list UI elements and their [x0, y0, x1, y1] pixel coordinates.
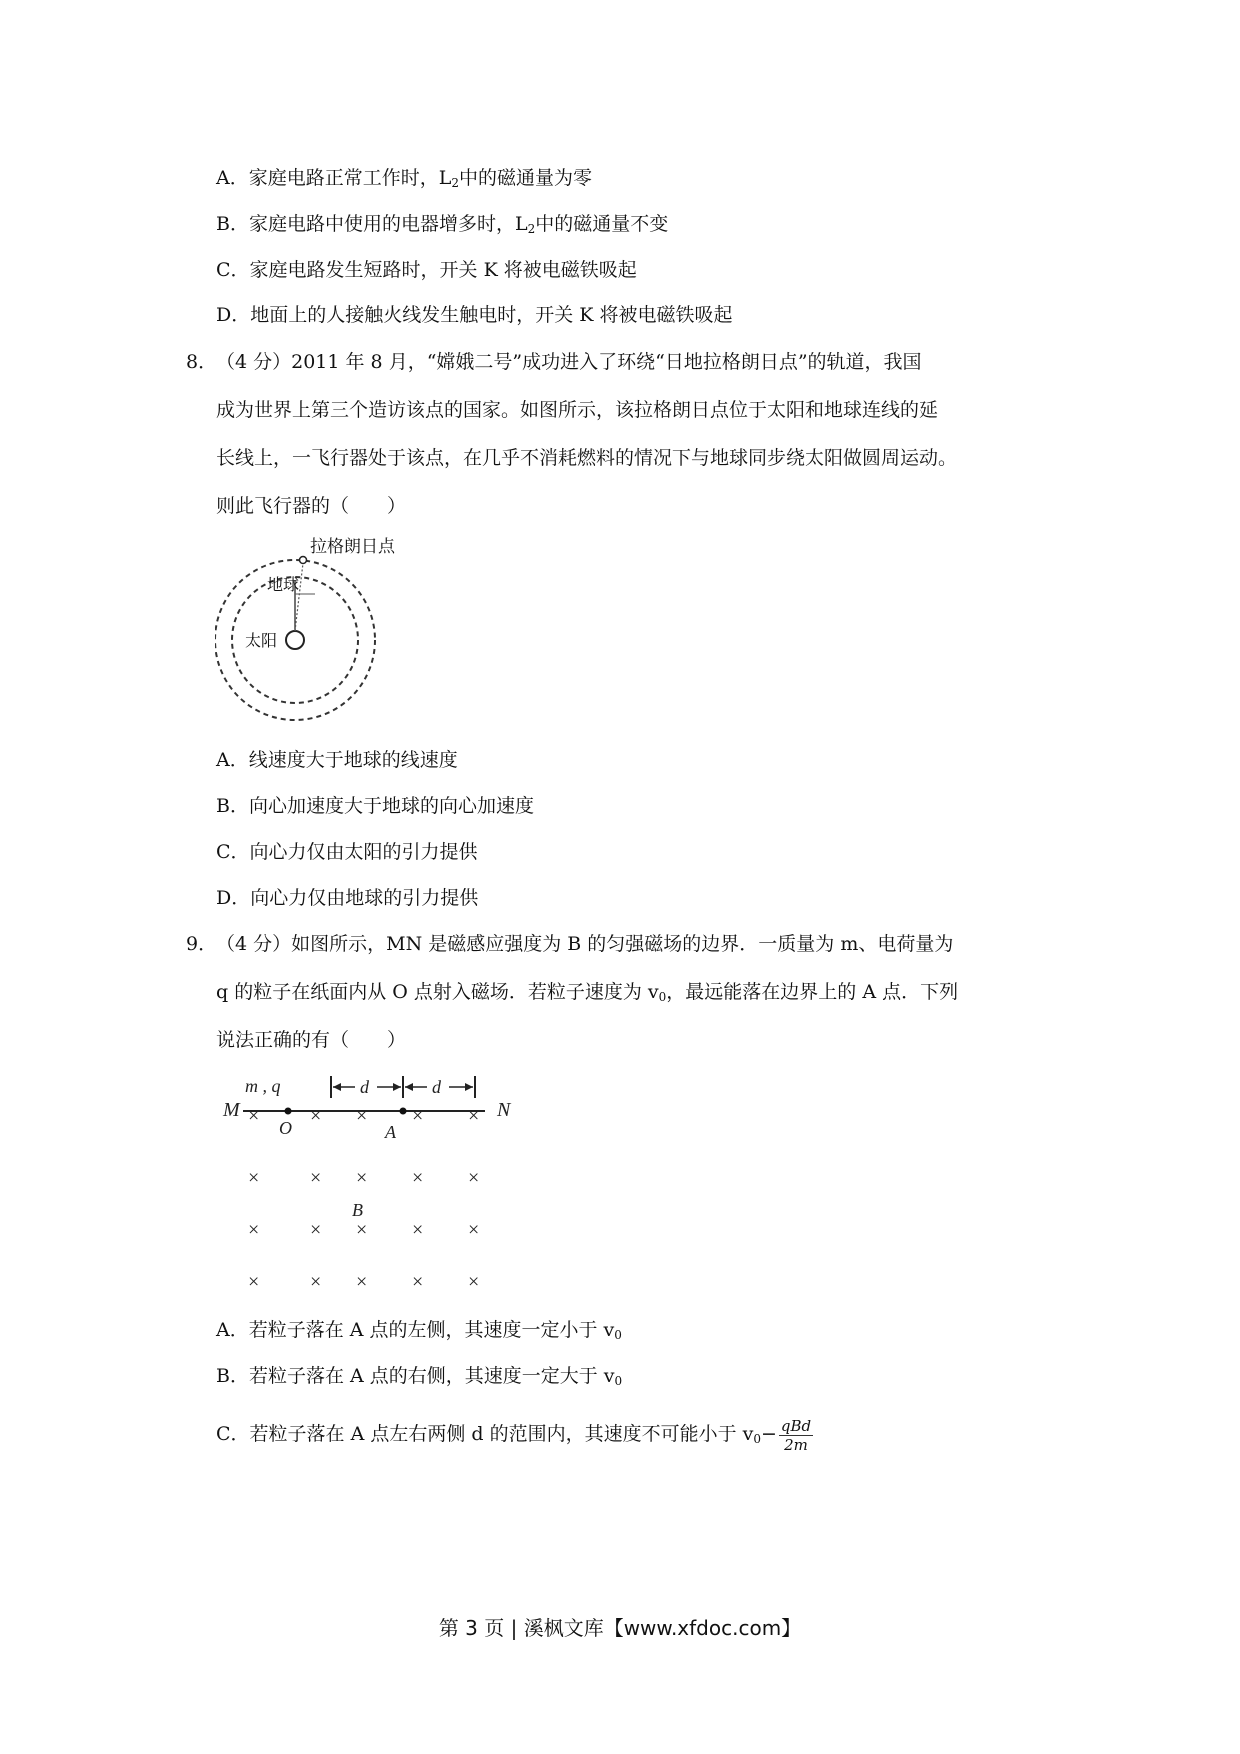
q9-option-b-text: B．若粒子落在 A 点的右侧，其速度一定大于 v [216, 1365, 615, 1387]
d-label-1: d [360, 1077, 369, 1097]
field-cross-icon: × [468, 1167, 480, 1189]
subscript: 0 [614, 1328, 622, 1342]
magnetic-field-figure [215, 1068, 525, 1298]
q9-option-a-text: A．若粒子落在 A 点的左侧，其速度一定小于 v [216, 1319, 615, 1341]
field-cross-icon: × [356, 1271, 368, 1293]
arrowhead [465, 1083, 473, 1091]
field-cross-icon: × [310, 1219, 322, 1241]
field-cross-icon: × [310, 1105, 322, 1127]
field-cross-icon: × [310, 1271, 322, 1293]
minus-sign: − [761, 1423, 777, 1445]
q9-text-line-2-end: ，最远能落在边界上的 A 点．下列 [666, 981, 959, 1003]
field-cross-icon: × [248, 1105, 260, 1127]
q7-option-d: D．地面上的人接触火线发生触电时，开关 K 将被电磁铁吸起 [216, 304, 733, 326]
q9-number: 9． [186, 933, 218, 955]
q8-text-line-4: 则此飞行器的（ ） [216, 495, 407, 517]
sun-label: 太阳 [245, 631, 278, 650]
field-cross-icon: × [468, 1271, 480, 1293]
lagrange-point-icon [300, 557, 307, 564]
arrowhead [405, 1083, 413, 1091]
q7-option-b [216, 212, 668, 241]
a-label: A [385, 1122, 396, 1142]
o-label: O [279, 1118, 292, 1138]
q7-option-a [216, 166, 592, 195]
q7-option-b-text-end: 中的磁通量不变 [535, 213, 669, 235]
sun-icon [286, 631, 304, 649]
field-cross-icon: × [356, 1167, 368, 1189]
subscript: 2 [451, 176, 459, 190]
subscript: 0 [614, 1374, 623, 1388]
field-cross-icon: × [248, 1219, 260, 1241]
q9-option-a [216, 1318, 622, 1347]
q8-text-line-2: 成为世界上第三个造访该点的国家。如图所示，该拉格朗日点位于太阳和地球连线的延 [216, 399, 939, 421]
d-label-2: d [432, 1077, 441, 1097]
q8-option-c: C．向心力仅由太阳的引力提供 [216, 841, 478, 863]
arrowhead [393, 1083, 401, 1091]
q9-text-line-2-start: q 的粒子在纸面内从 O 点射入磁场．若粒子速度为 v [216, 981, 659, 1003]
n-label: N [497, 1099, 511, 1121]
field-cross-icon: × [468, 1105, 480, 1127]
arrowhead [333, 1083, 341, 1091]
q7-option-a-text-end: 中的磁通量为零 [458, 167, 592, 189]
field-cross-icon: × [248, 1167, 260, 1189]
field-cross-icon: × [412, 1105, 424, 1127]
earth-label: 地球 [267, 575, 300, 594]
field-cross-icon: × [412, 1219, 424, 1241]
q7-option-c: C．家庭电路发生短路时，开关 K 将被电磁铁吸起 [216, 259, 637, 281]
lagrange-orbit-figure [215, 530, 415, 726]
fraction-denominator: 2m [784, 1435, 808, 1454]
q7-option-a-text: A．家庭电路正常工作时，L [216, 167, 452, 189]
q8-text-line-1: （4 分）2011 年 8 月，“嫦娥二号”成功进入了环绕“日地拉格朗日点”的轨道，我国 [216, 351, 922, 373]
m-label: M [223, 1099, 240, 1121]
q9-text-line-3: 说法正确的有（ ） [216, 1029, 407, 1051]
q9-option-b [216, 1364, 622, 1393]
lagrange-label: 拉格朗日点 [310, 537, 395, 557]
subscript: 0 [753, 1432, 761, 1446]
q7-option-b-text: B．家庭电路中使用的电器增多时，L [216, 213, 528, 235]
field-cross-icon: × [310, 1167, 322, 1189]
field-cross-icon: × [248, 1271, 260, 1293]
q9-text-line-2 [216, 980, 958, 1009]
point-a [400, 1108, 407, 1115]
subscript: 0 [658, 990, 667, 1004]
fraction-numerator: qBd [780, 1416, 812, 1435]
q9-option-c [216, 1412, 813, 1461]
q8-option-b: B．向心加速度大于地球的向心加速度 [216, 795, 534, 817]
q8-option-d: D．向心力仅由地球的引力提供 [216, 887, 479, 909]
field-cross-icon: × [356, 1219, 368, 1241]
field-cross-icon: × [468, 1219, 480, 1241]
point-o [285, 1108, 292, 1115]
sun-lagrange-line [295, 563, 303, 631]
subscript: 2 [527, 222, 536, 236]
field-cross-icon: × [356, 1105, 368, 1127]
q9-text-line-1: （4 分）如图所示，MN 是磁感应强度为 B 的匀强磁场的边界．一质量为 m、电荷量为 [216, 933, 954, 955]
q9-option-c-text: C．若粒子落在 A 点左右两侧 d 的范围内，其速度不可能小于 v [216, 1423, 754, 1445]
field-cross-icon: × [412, 1271, 424, 1293]
q8-text-line-3: 长线上，一飞行器处于该点，在几乎不消耗燃料的情况下与地球同步绕太阳做圆周运动。 [216, 447, 958, 469]
mq-label: m , q [245, 1076, 281, 1096]
q8-option-a: A．线速度大于地球的线速度 [216, 749, 458, 771]
b-label: B [352, 1200, 363, 1220]
q8-number: 8． [186, 351, 218, 373]
page-footer: 第 3 页 | 溪枫文库【www.xfdoc.com】 [438, 1616, 802, 1640]
field-cross-icon: × [412, 1167, 424, 1189]
fraction [779, 1417, 813, 1454]
